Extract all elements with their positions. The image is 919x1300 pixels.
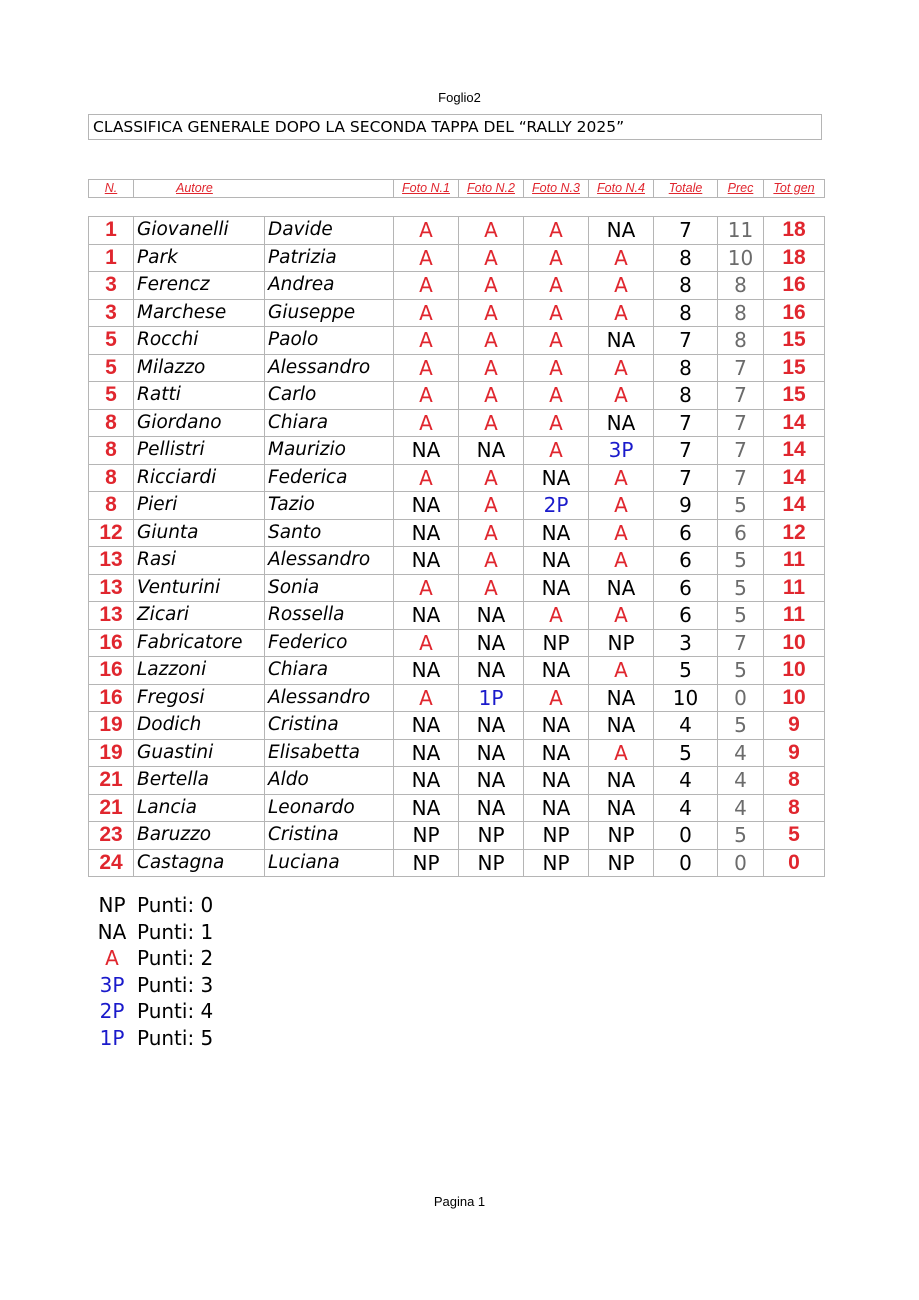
tot-gen-cell[interactable]: 15 — [764, 382, 825, 410]
position-cell[interactable]: 8 — [89, 409, 134, 437]
table-row — [89, 739, 825, 767]
first-name-cell[interactable]: Chiara — [265, 409, 394, 437]
foto4-cell[interactable]: 3P — [589, 437, 654, 465]
legend-item — [96, 945, 213, 972]
prec-cell[interactable]: 8 — [718, 272, 764, 300]
foto2-cell[interactable]: NA — [459, 767, 524, 795]
totale-cell[interactable]: 4 — [654, 767, 718, 795]
legend-item — [96, 972, 213, 999]
surname-cell[interactable]: Guastini — [134, 739, 265, 767]
tot-gen-cell[interactable]: 0 — [764, 849, 825, 877]
foto4-cell[interactable]: NA — [589, 574, 654, 602]
foto1-cell[interactable]: NA — [394, 739, 459, 767]
tot-gen-cell[interactable]: 12 — [764, 519, 825, 547]
foto4-cell[interactable]: A — [589, 547, 654, 575]
foto2-cell[interactable]: 1P — [459, 684, 524, 712]
foto3-cell[interactable]: A — [524, 602, 589, 630]
foto3-cell[interactable]: NA — [524, 547, 589, 575]
foto3-cell[interactable]: NA — [524, 767, 589, 795]
legend-item — [96, 998, 213, 1025]
foto4-cell[interactable]: A — [589, 299, 654, 327]
foto1-cell[interactable]: A — [394, 629, 459, 657]
tot-gen-cell[interactable]: 11 — [764, 602, 825, 630]
foto3-cell[interactable]: A — [524, 244, 589, 272]
prec-cell[interactable]: 7 — [718, 437, 764, 465]
totale-cell[interactable]: 7 — [654, 464, 718, 492]
foto4-cell[interactable]: A — [589, 602, 654, 630]
first-name-cell[interactable]: Leonardo — [265, 794, 394, 822]
foto1-cell[interactable]: A — [394, 354, 459, 382]
foto1-cell[interactable]: NA — [394, 767, 459, 795]
table-row — [89, 409, 825, 437]
prec-cell[interactable]: 0 — [718, 684, 764, 712]
legend-item — [96, 919, 213, 946]
prec-cell[interactable]: 8 — [718, 299, 764, 327]
foto3-cell[interactable]: NA — [524, 739, 589, 767]
prec-cell[interactable]: 10 — [718, 244, 764, 272]
first-name-cell[interactable]: Luciana — [265, 849, 394, 877]
surname-cell[interactable]: Giovanelli — [134, 217, 265, 245]
foto2-cell[interactable]: NA — [459, 657, 524, 685]
position-cell[interactable]: 16 — [89, 684, 134, 712]
first-name-cell[interactable]: Federica — [265, 464, 394, 492]
legend-points: Punti: 4 — [137, 999, 214, 1024]
position-cell[interactable]: 8 — [89, 492, 134, 520]
foto1-cell[interactable]: A — [394, 327, 459, 355]
foto2-cell[interactable]: A — [459, 299, 524, 327]
position-cell[interactable]: 3 — [89, 272, 134, 300]
foto3-cell[interactable]: 2P — [524, 492, 589, 520]
table-row — [89, 547, 825, 575]
totale-cell[interactable]: 9 — [654, 492, 718, 520]
tot-gen-cell[interactable]: 18 — [764, 244, 825, 272]
foto3-cell[interactable]: A — [524, 327, 589, 355]
foto2-cell[interactable]: A — [459, 382, 524, 410]
totale-cell[interactable]: 10 — [654, 684, 718, 712]
position-cell[interactable]: 1 — [89, 244, 134, 272]
first-name-cell[interactable]: Federico — [265, 629, 394, 657]
table-row — [89, 822, 825, 850]
foto3-cell[interactable]: A — [524, 354, 589, 382]
foto2-cell[interactable]: NA — [459, 437, 524, 465]
foto4-cell[interactable]: NA — [589, 327, 654, 355]
foto3-cell[interactable]: NP — [524, 629, 589, 657]
table-row — [89, 354, 825, 382]
surname-cell[interactable]: Marchese — [134, 299, 265, 327]
prec-cell[interactable]: 0 — [718, 849, 764, 877]
prec-cell[interactable]: 8 — [718, 327, 764, 355]
tot-gen-cell[interactable]: 15 — [764, 354, 825, 382]
foto1-cell[interactable]: A — [394, 574, 459, 602]
prec-cell[interactable]: 4 — [718, 767, 764, 795]
surname-cell[interactable]: Lancia — [134, 794, 265, 822]
position-cell[interactable]: 19 — [89, 712, 134, 740]
foto4-cell[interactable]: NP — [589, 629, 654, 657]
table-row — [89, 712, 825, 740]
foto1-cell[interactable]: NA — [394, 547, 459, 575]
prec-cell[interactable]: 4 — [718, 739, 764, 767]
totale-cell[interactable]: 0 — [654, 849, 718, 877]
foto3-cell[interactable]: NA — [524, 464, 589, 492]
foto4-cell[interactable]: A — [589, 244, 654, 272]
first-name-cell[interactable]: Cristina — [265, 822, 394, 850]
prec-cell[interactable]: 7 — [718, 629, 764, 657]
foto2-cell[interactable]: NP — [459, 849, 524, 877]
surname-cell[interactable]: Dodich — [134, 712, 265, 740]
table-row — [89, 602, 825, 630]
surname-cell[interactable]: Ricciardi — [134, 464, 265, 492]
tot-gen-cell[interactable]: 14 — [764, 492, 825, 520]
tot-gen-cell[interactable]: 10 — [764, 629, 825, 657]
table-row — [89, 327, 825, 355]
prec-cell[interactable]: 5 — [718, 657, 764, 685]
foto3-cell[interactable]: A — [524, 382, 589, 410]
surname-cell[interactable]: Pieri — [134, 492, 265, 520]
foto4-cell[interactable]: NA — [589, 767, 654, 795]
foto3-cell[interactable]: A — [524, 299, 589, 327]
position-cell[interactable]: 16 — [89, 629, 134, 657]
position-cell[interactable]: 23 — [89, 822, 134, 850]
foto3-cell[interactable]: NP — [524, 849, 589, 877]
tot-gen-cell[interactable]: 10 — [764, 657, 825, 685]
table-row — [89, 272, 825, 300]
table-row — [89, 299, 825, 327]
foto1-cell[interactable]: NA — [394, 602, 459, 630]
table-row — [89, 382, 825, 410]
table-row — [89, 657, 825, 685]
position-cell[interactable]: 13 — [89, 547, 134, 575]
surname-cell[interactable]: Park — [134, 244, 265, 272]
foto1-cell[interactable]: NA — [394, 794, 459, 822]
first-name-cell[interactable]: Santo — [265, 519, 394, 547]
foto1-cell[interactable]: NP — [394, 849, 459, 877]
legend-code: A — [105, 946, 119, 971]
foto2-cell[interactable]: A — [459, 547, 524, 575]
prec-cell[interactable]: 5 — [718, 712, 764, 740]
foto2-cell[interactable]: A — [459, 409, 524, 437]
table-row — [89, 849, 825, 877]
totale-cell[interactable]: 6 — [654, 519, 718, 547]
table-row — [89, 794, 825, 822]
position-cell[interactable]: 8 — [89, 464, 134, 492]
foto2-cell[interactable]: A — [459, 574, 524, 602]
table-row — [89, 437, 825, 465]
totale-cell[interactable]: 4 — [654, 794, 718, 822]
position-cell[interactable]: 12 — [89, 519, 134, 547]
surname-cell[interactable]: Rasi — [134, 547, 265, 575]
foto4-cell[interactable]: NA — [589, 217, 654, 245]
foto4-cell[interactable]: A — [589, 492, 654, 520]
foto4-cell[interactable]: NA — [589, 712, 654, 740]
surname-cell[interactable]: Pellistri — [134, 437, 265, 465]
position-cell[interactable]: 19 — [89, 739, 134, 767]
header-foto2[interactable]: Foto N.2 — [459, 180, 524, 198]
foto4-cell[interactable]: A — [589, 519, 654, 547]
foto2-cell[interactable]: NP — [459, 822, 524, 850]
points-legend — [96, 892, 213, 1052]
foto1-cell[interactable]: A — [394, 409, 459, 437]
first-name-cell[interactable]: Andrea — [265, 272, 394, 300]
foto4-cell[interactable]: NP — [589, 822, 654, 850]
totale-cell[interactable]: 7 — [654, 327, 718, 355]
surname-cell[interactable]: Zicari — [134, 602, 265, 630]
surname-cell[interactable]: Venturini — [134, 574, 265, 602]
totale-cell[interactable]: 5 — [654, 739, 718, 767]
surname-cell[interactable]: Baruzzo — [134, 822, 265, 850]
surname-cell[interactable]: Fregosi — [134, 684, 265, 712]
header-foto4[interactable]: Foto N.4 — [589, 180, 654, 198]
position-cell[interactable]: 24 — [89, 849, 134, 877]
surname-cell[interactable]: Castagna — [134, 849, 265, 877]
position-cell[interactable]: 5 — [89, 382, 134, 410]
foto3-cell[interactable]: NP — [524, 822, 589, 850]
foto1-cell[interactable]: NA — [394, 657, 459, 685]
ranking-table — [88, 216, 825, 877]
first-name-cell[interactable]: Alessandro — [265, 684, 394, 712]
tot-gen-cell[interactable]: 16 — [764, 299, 825, 327]
tot-gen-cell[interactable]: 18 — [764, 217, 825, 245]
foto2-cell[interactable]: A — [459, 327, 524, 355]
position-cell[interactable]: 5 — [89, 327, 134, 355]
foto4-cell[interactable]: A — [589, 354, 654, 382]
surname-cell[interactable]: Lazzoni — [134, 657, 265, 685]
sheet-name: Foglio2 — [438, 90, 481, 105]
foto3-cell[interactable]: NA — [524, 712, 589, 740]
prec-cell[interactable]: 6 — [718, 519, 764, 547]
tot-gen-cell[interactable]: 14 — [764, 437, 825, 465]
foto1-cell[interactable]: NA — [394, 519, 459, 547]
prec-cell[interactable]: 7 — [718, 464, 764, 492]
tot-gen-cell[interactable]: 8 — [764, 767, 825, 795]
prec-cell[interactable]: 4 — [718, 794, 764, 822]
legend-points: Punti: 0 — [137, 893, 214, 917]
table-row — [89, 244, 825, 272]
foto3-cell[interactable]: NA — [524, 519, 589, 547]
foto1-cell[interactable]: A — [394, 382, 459, 410]
foto4-cell[interactable]: A — [589, 382, 654, 410]
first-name-cell[interactable]: Tazio — [265, 492, 394, 520]
foto2-cell[interactable]: A — [459, 492, 524, 520]
totale-cell[interactable]: 8 — [654, 299, 718, 327]
first-name-cell[interactable]: Elisabetta — [265, 739, 394, 767]
header-tot-gen[interactable]: Tot gen — [764, 180, 825, 198]
totale-cell[interactable]: 8 — [654, 354, 718, 382]
page-footer: Pagina 1 — [433, 1194, 486, 1209]
position-cell[interactable]: 3 — [89, 299, 134, 327]
foto2-cell[interactable]: A — [459, 272, 524, 300]
header-foto1[interactable]: Foto N.1 — [394, 180, 459, 198]
totale-cell[interactable]: 7 — [654, 217, 718, 245]
tot-gen-cell[interactable]: 8 — [764, 794, 825, 822]
prec-cell[interactable]: 7 — [718, 354, 764, 382]
foto1-cell[interactable]: A — [394, 299, 459, 327]
column-header-table — [88, 179, 825, 198]
header-row — [89, 180, 825, 198]
foto2-cell[interactable]: A — [459, 519, 524, 547]
tot-gen-cell[interactable]: 10 — [764, 684, 825, 712]
table-row — [89, 767, 825, 795]
foto2-cell[interactable]: NA — [459, 739, 524, 767]
foto3-cell[interactable]: A — [524, 437, 589, 465]
first-name-cell[interactable]: Maurizio — [265, 437, 394, 465]
legend-points: Punti: 1 — [137, 919, 214, 944]
legend-points: Punti: 3 — [137, 972, 214, 997]
legend-item — [96, 892, 213, 919]
position-cell[interactable]: 1 — [89, 217, 134, 245]
prec-cell[interactable]: 5 — [718, 492, 764, 520]
foto4-cell[interactable]: NA — [589, 409, 654, 437]
table-row — [89, 684, 825, 712]
foto4-cell[interactable]: A — [589, 657, 654, 685]
foto3-cell[interactable]: NA — [524, 794, 589, 822]
totale-cell[interactable]: 6 — [654, 574, 718, 602]
foto4-cell[interactable]: A — [589, 739, 654, 767]
first-name-cell[interactable]: Davide — [265, 217, 394, 245]
table-row — [89, 519, 825, 547]
legend-points: Punti: 2 — [137, 946, 214, 971]
surname-cell[interactable]: Rocchi — [134, 327, 265, 355]
totale-cell[interactable]: 6 — [654, 602, 718, 630]
totale-cell[interactable]: 8 — [654, 272, 718, 300]
first-name-cell[interactable]: Carlo — [265, 382, 394, 410]
foto3-cell[interactable]: A — [524, 217, 589, 245]
prec-cell[interactable]: 11 — [718, 217, 764, 245]
prec-cell[interactable]: 5 — [718, 574, 764, 602]
foto1-cell[interactable]: NA — [394, 712, 459, 740]
ranking-body — [89, 217, 825, 877]
tot-gen-cell[interactable]: 16 — [764, 272, 825, 300]
first-name-cell[interactable]: Giuseppe — [265, 299, 394, 327]
foto1-cell[interactable]: A — [394, 464, 459, 492]
totale-cell[interactable]: 0 — [654, 822, 718, 850]
surname-cell[interactable]: Ferencz — [134, 272, 265, 300]
first-name-cell[interactable]: Paolo — [265, 327, 394, 355]
foto1-cell[interactable]: A — [394, 684, 459, 712]
header-prec[interactable]: Prec — [718, 180, 764, 198]
totale-cell[interactable]: 4 — [654, 712, 718, 740]
foto2-cell[interactable]: NA — [459, 629, 524, 657]
foto1-cell[interactable]: NA — [394, 492, 459, 520]
surname-cell[interactable]: Milazzo — [134, 354, 265, 382]
totale-cell[interactable]: 6 — [654, 547, 718, 575]
totale-cell[interactable]: 5 — [654, 657, 718, 685]
first-name-cell[interactable]: Cristina — [265, 712, 394, 740]
foto1-cell[interactable]: A — [394, 272, 459, 300]
header-autore[interactable]: Autore — [134, 180, 394, 198]
foto3-cell[interactable]: NA — [524, 574, 589, 602]
legend-code: NP — [98, 893, 126, 917]
tot-gen-cell[interactable]: 5 — [764, 822, 825, 850]
surname-cell[interactable]: Fabricatore — [134, 629, 265, 657]
header-foto3[interactable]: Foto N.3 — [524, 180, 589, 198]
tot-gen-cell[interactable]: 11 — [764, 574, 825, 602]
surname-cell[interactable]: Giunta — [134, 519, 265, 547]
position-cell[interactable]: 21 — [89, 767, 134, 795]
position-cell[interactable]: 16 — [89, 657, 134, 685]
foto4-cell[interactable]: NA — [589, 684, 654, 712]
legend-item — [96, 1025, 213, 1052]
foto4-cell[interactable]: A — [589, 464, 654, 492]
legend-code: NA — [97, 919, 127, 944]
tot-gen-cell[interactable]: 15 — [764, 327, 825, 355]
foto1-cell[interactable]: A — [394, 217, 459, 245]
foto4-cell[interactable]: NP — [589, 849, 654, 877]
first-name-cell[interactable]: Rossella — [265, 602, 394, 630]
foto1-cell[interactable]: A — [394, 244, 459, 272]
foto2-cell[interactable]: NA — [459, 712, 524, 740]
first-name-cell[interactable]: Chiara — [265, 657, 394, 685]
surname-cell[interactable]: Giordano — [134, 409, 265, 437]
surname-cell[interactable]: Bertella — [134, 767, 265, 795]
position-cell[interactable]: 5 — [89, 354, 134, 382]
foto2-cell[interactable]: A — [459, 244, 524, 272]
first-name-cell[interactable]: Alessandro — [265, 354, 394, 382]
tot-gen-cell[interactable]: 14 — [764, 409, 825, 437]
legend-code: 3P — [99, 972, 125, 997]
header-n[interactable]: N. — [89, 180, 134, 198]
legend-code: 2P — [99, 999, 125, 1024]
foto3-cell[interactable]: NA — [524, 657, 589, 685]
totale-cell[interactable]: 8 — [654, 382, 718, 410]
totale-cell[interactable]: 7 — [654, 437, 718, 465]
table-row — [89, 217, 825, 245]
prec-cell[interactable]: 7 — [718, 382, 764, 410]
foto2-cell[interactable]: A — [459, 464, 524, 492]
table-row — [89, 629, 825, 657]
foto3-cell[interactable]: A — [524, 272, 589, 300]
prec-cell[interactable]: 5 — [718, 547, 764, 575]
ranking-title: CLASSIFICA GENERALE DOPO LA SECONDA TAPPA DEL “RALLY 2025” — [88, 114, 822, 140]
position-cell[interactable]: 13 — [89, 574, 134, 602]
table-row — [89, 492, 825, 520]
foto4-cell[interactable]: A — [589, 272, 654, 300]
table-row — [89, 574, 825, 602]
surname-cell[interactable]: Ratti — [134, 382, 265, 410]
prec-cell[interactable]: 5 — [718, 822, 764, 850]
first-name-cell[interactable]: Alessandro — [265, 547, 394, 575]
position-cell[interactable]: 8 — [89, 437, 134, 465]
foto2-cell[interactable]: A — [459, 354, 524, 382]
first-name-cell[interactable]: Sonia — [265, 574, 394, 602]
foto3-cell[interactable]: A — [524, 409, 589, 437]
legend-code: 1P — [99, 1025, 125, 1050]
position-cell[interactable]: 13 — [89, 602, 134, 630]
totale-cell[interactable]: 3 — [654, 629, 718, 657]
foto2-cell[interactable]: A — [459, 217, 524, 245]
tot-gen-cell[interactable]: 9 — [764, 739, 825, 767]
tot-gen-cell[interactable]: 11 — [764, 547, 825, 575]
foto2-cell[interactable]: NA — [459, 794, 524, 822]
totale-cell[interactable]: 8 — [654, 244, 718, 272]
tot-gen-cell[interactable]: 9 — [764, 712, 825, 740]
first-name-cell[interactable]: Aldo — [265, 767, 394, 795]
foto2-cell[interactable]: NA — [459, 602, 524, 630]
first-name-cell[interactable]: Patrizia — [265, 244, 394, 272]
foto4-cell[interactable]: NA — [589, 794, 654, 822]
position-cell[interactable]: 21 — [89, 794, 134, 822]
tot-gen-cell[interactable]: 14 — [764, 464, 825, 492]
header-totale[interactable]: Totale — [654, 180, 718, 198]
prec-cell[interactable]: 5 — [718, 602, 764, 630]
foto1-cell[interactable]: NA — [394, 437, 459, 465]
prec-cell[interactable]: 7 — [718, 409, 764, 437]
foto3-cell[interactable]: A — [524, 684, 589, 712]
legend-points: Punti: 5 — [137, 1025, 214, 1050]
totale-cell[interactable]: 7 — [654, 409, 718, 437]
table-row — [89, 464, 825, 492]
foto1-cell[interactable]: NP — [394, 822, 459, 850]
